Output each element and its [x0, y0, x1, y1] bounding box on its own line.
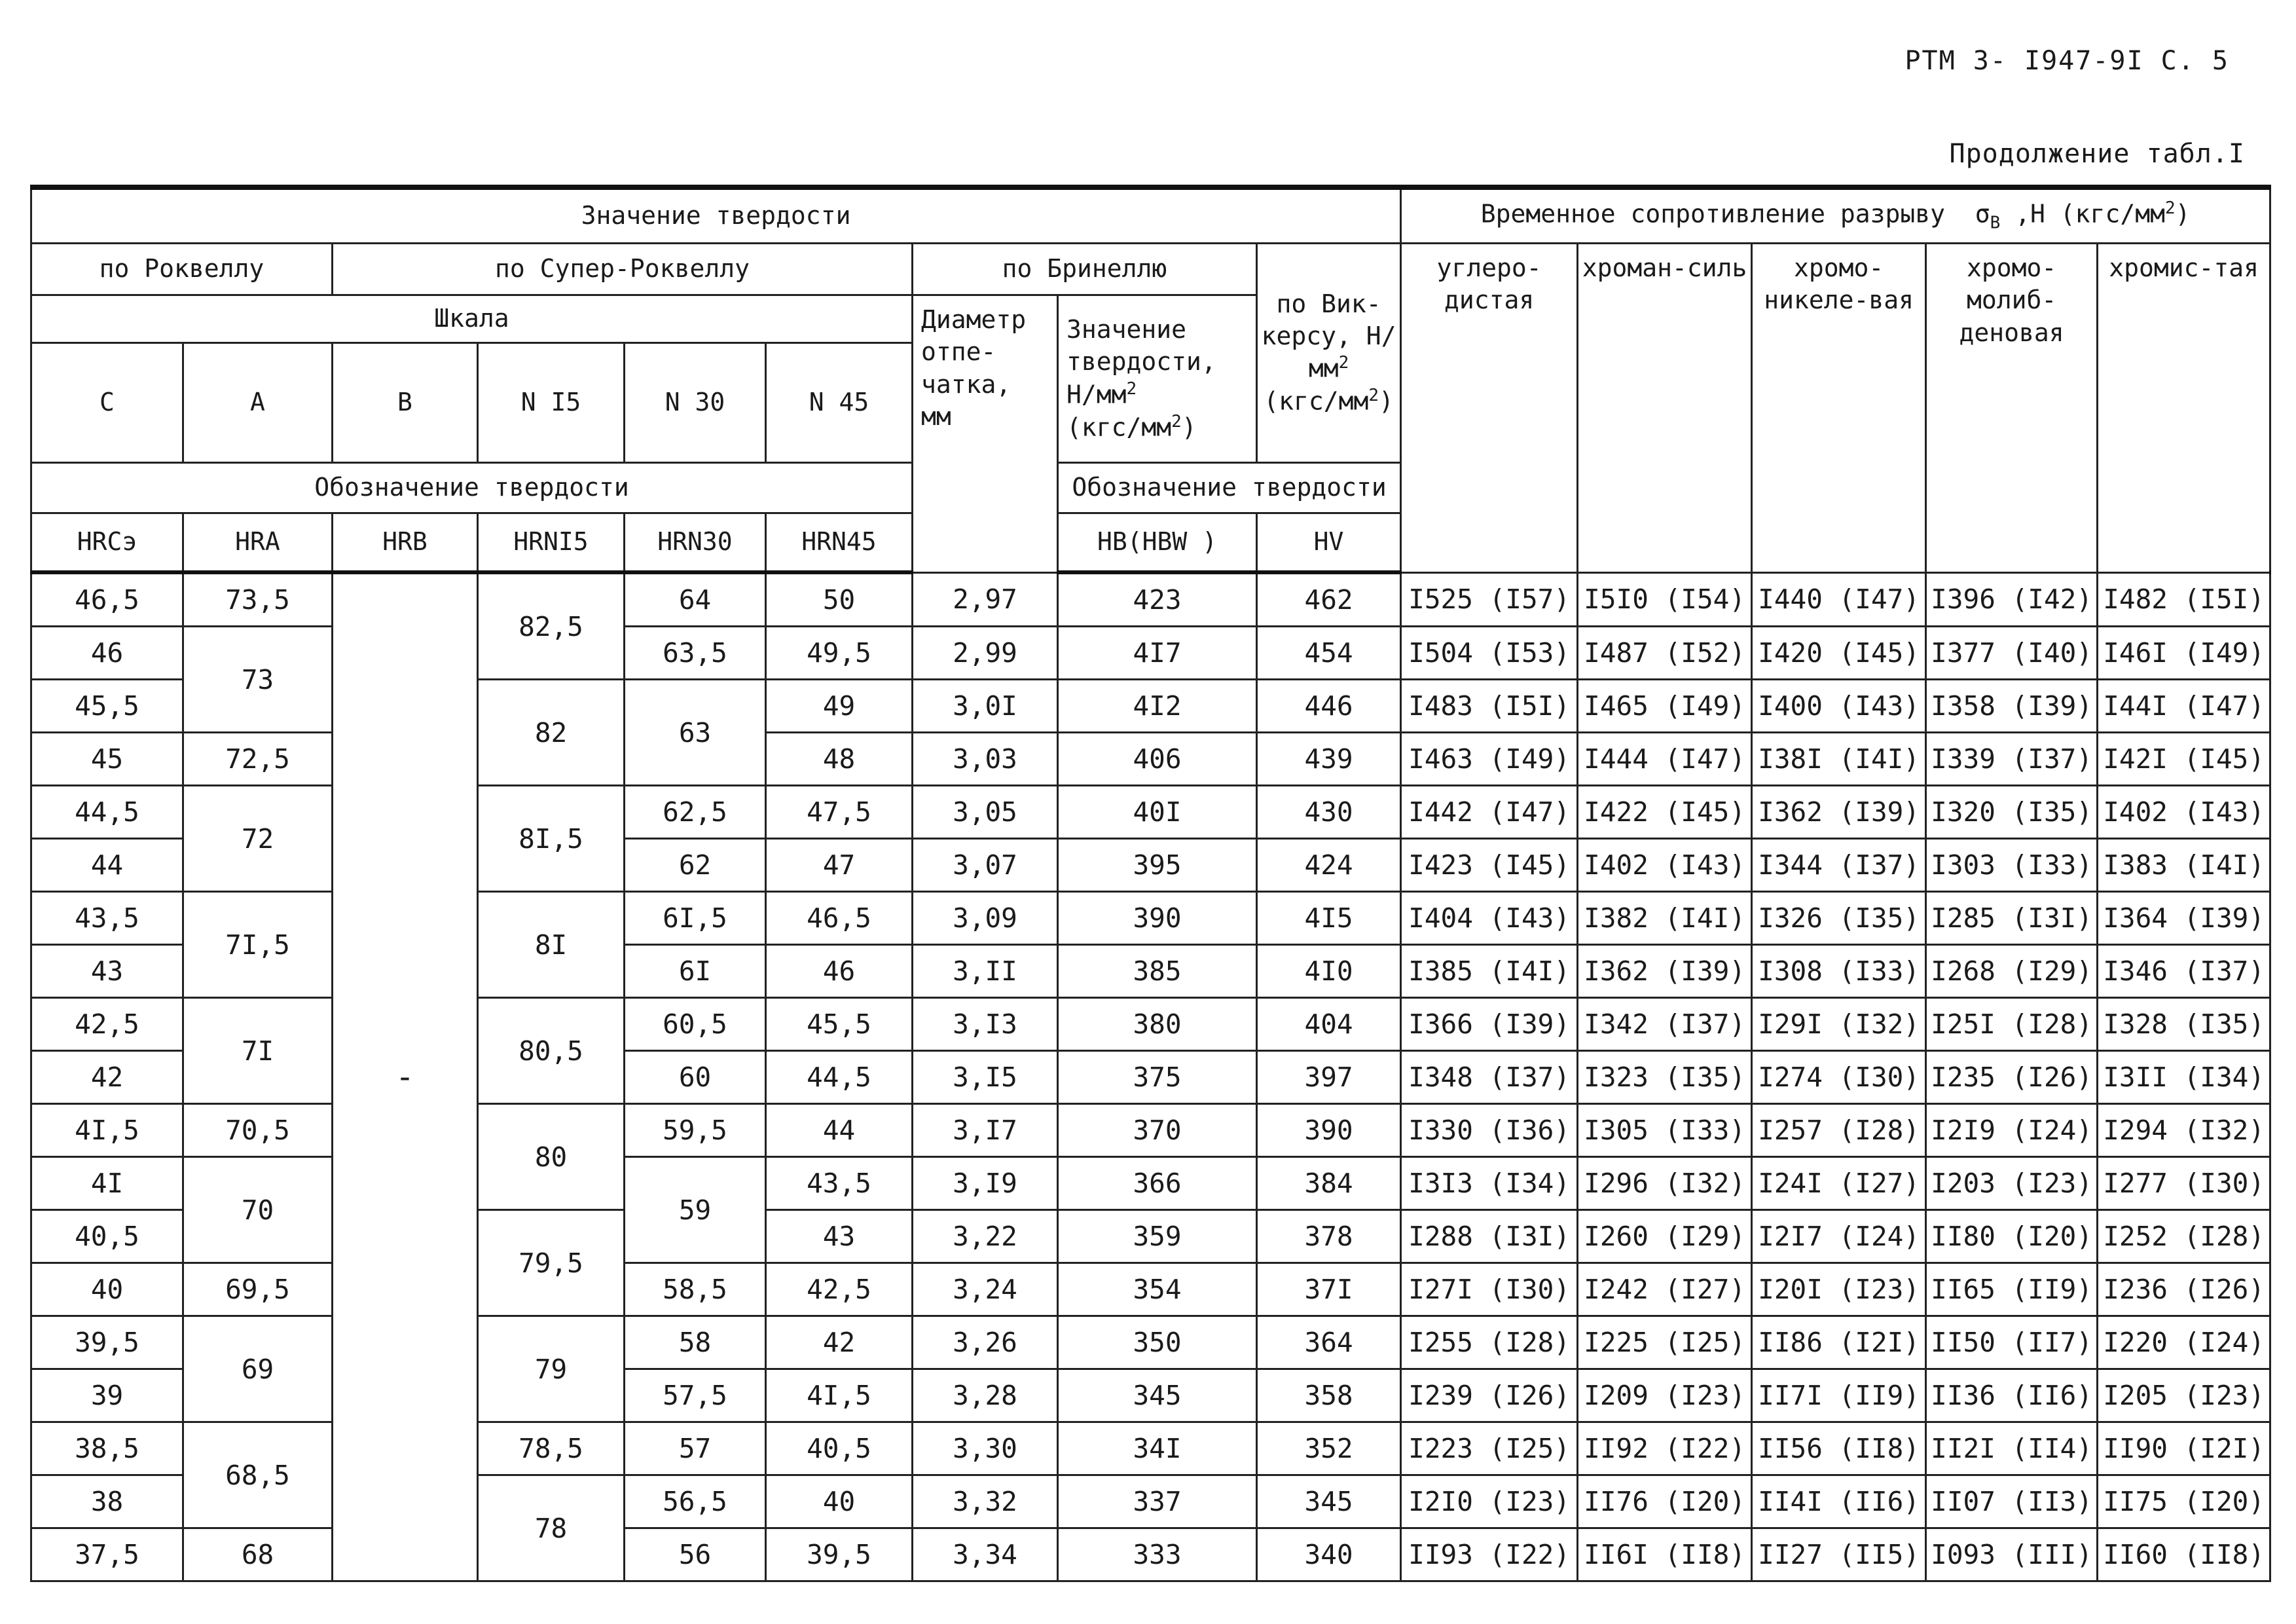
cell-chrome-nickel: I420 (I45) [1752, 627, 1926, 680]
hardness-values-header: Значение твердости [31, 187, 1401, 244]
cell-hrc: 46,5 [31, 572, 183, 627]
cell-hb: 366 [1058, 1157, 1257, 1210]
cell-imprint-diameter: 3,22 [913, 1210, 1058, 1263]
cell-hb: 4I7 [1058, 627, 1257, 680]
cell-hrn45: 43 [766, 1210, 913, 1263]
cell-hrn45: 4I,5 [766, 1369, 913, 1422]
designation-hrn45: HRN45 [766, 513, 913, 573]
cell-chrome-moly: II80 (I20) [1926, 1210, 2098, 1263]
cell-hb: 4I2 [1058, 680, 1257, 733]
cell-chrome-moly: I285 (I3I) [1926, 892, 2098, 945]
cell-hrn30: 63 [625, 680, 766, 786]
cell-chromansil: I296 (I32) [1578, 1157, 1752, 1210]
steel-chrome-moly-header: хромо-молиб-деновая [1926, 244, 2098, 573]
continuation-label: Продолжение табл.I [1949, 139, 2245, 169]
cell-hb: 34I [1058, 1422, 1257, 1475]
cell-chrome-moly: I303 (I33) [1926, 839, 2098, 892]
cell-chromansil: I5I0 (I54) [1578, 572, 1752, 627]
cell-hv: 364 [1257, 1316, 1401, 1369]
cell-hv: 390 [1257, 1104, 1401, 1157]
cell-chrome-nickel: II4I (II6) [1752, 1475, 1926, 1528]
cell-hra: 70,5 [183, 1104, 333, 1157]
cell-chrome-nickel: II7I (II9) [1752, 1369, 1926, 1422]
cell-hrn30: 58 [625, 1316, 766, 1369]
cell-hb: 359 [1058, 1210, 1257, 1263]
cell-hrn30: 6I,5 [625, 892, 766, 945]
cell-hrb: - [333, 572, 478, 1581]
cell-hrn45: 42 [766, 1316, 913, 1369]
cell-chromium: I294 (I32) [2098, 1104, 2270, 1157]
cell-chrome-moly: I339 (I37) [1926, 733, 2098, 786]
cell-chrome-nickel: I308 (I33) [1752, 945, 1926, 998]
cell-carbon: I255 (I28) [1401, 1316, 1578, 1369]
cell-hv: 352 [1257, 1422, 1401, 1475]
cell-chromium: I44I (I47) [2098, 680, 2270, 733]
cell-chrome-nickel: I2I7 (I24) [1752, 1210, 1926, 1263]
cell-hrc: 4I,5 [31, 1104, 183, 1157]
cell-chrome-moly: II65 (II9) [1926, 1263, 2098, 1316]
cell-imprint-diameter: 3,03 [913, 733, 1058, 786]
cell-chromansil: I323 (I35) [1578, 1051, 1752, 1104]
cell-hb: 40I [1058, 786, 1257, 839]
scale-a: А [183, 343, 333, 463]
cell-hv: 4I5 [1257, 892, 1401, 945]
cell-hv: 439 [1257, 733, 1401, 786]
cell-chromium: I220 (I24) [2098, 1316, 2270, 1369]
cell-carbon: I385 (I4I) [1401, 945, 1578, 998]
cell-hrn45: 48 [766, 733, 913, 786]
cell-hb: 337 [1058, 1475, 1257, 1528]
cell-hrc: 40,5 [31, 1210, 183, 1263]
cell-hrn30: 57,5 [625, 1369, 766, 1422]
cell-hb: 375 [1058, 1051, 1257, 1104]
cell-hrn15: 78,5 [478, 1422, 625, 1475]
cell-hv: 378 [1257, 1210, 1401, 1263]
cell-carbon: I288 (I3I) [1401, 1210, 1578, 1263]
cell-hrn45: 49,5 [766, 627, 913, 680]
cell-hv: 345 [1257, 1475, 1401, 1528]
brinell-header: по Бринеллю [913, 244, 1257, 295]
cell-chrome-moly: I320 (I35) [1926, 786, 2098, 839]
cell-chrome-nickel: I257 (I28) [1752, 1104, 1926, 1157]
cell-imprint-diameter: 3,26 [913, 1316, 1058, 1369]
cell-hrn45: 47,5 [766, 786, 913, 839]
cell-carbon: I404 (I43) [1401, 892, 1578, 945]
cell-hrc: 45 [31, 733, 183, 786]
cell-hb: 354 [1058, 1263, 1257, 1316]
cell-chromium: I3II (I34) [2098, 1051, 2270, 1104]
cell-hv: 37I [1257, 1263, 1401, 1316]
cell-chromansil: I402 (I43) [1578, 839, 1752, 892]
cell-hv: 340 [1257, 1528, 1401, 1581]
cell-hrc: 38 [31, 1475, 183, 1528]
cell-hrn45: 43,5 [766, 1157, 913, 1210]
page-header: РТМ 3- I947-9I С. 5 [1904, 46, 2229, 76]
cell-hrn45: 50 [766, 572, 913, 627]
cell-hb: 380 [1058, 998, 1257, 1051]
cell-chromansil: I362 (I39) [1578, 945, 1752, 998]
cell-hrn30: 58,5 [625, 1263, 766, 1316]
cell-chrome-moly: I268 (I29) [1926, 945, 2098, 998]
cell-carbon: I2I0 (I23) [1401, 1475, 1578, 1528]
cell-hra: 70 [183, 1157, 333, 1263]
cell-carbon: I239 (I26) [1401, 1369, 1578, 1422]
cell-carbon: I348 (I37) [1401, 1051, 1578, 1104]
cell-chrome-moly: I396 (I42) [1926, 572, 2098, 627]
cell-hrn45: 49 [766, 680, 913, 733]
cell-chrome-moly: I093 (III) [1926, 1528, 2098, 1581]
cell-hrc: 45,5 [31, 680, 183, 733]
cell-hrn30: 60 [625, 1051, 766, 1104]
cell-chromium: I346 (I37) [2098, 945, 2270, 998]
table-row [31, 572, 2270, 627]
cell-hrn15: 82 [478, 680, 625, 786]
cell-chromansil: II6I (II8) [1578, 1528, 1752, 1581]
cell-hrn45: 47 [766, 839, 913, 892]
cell-hra: 72 [183, 786, 333, 892]
scale-header: Шкала [31, 295, 913, 343]
steel-chromansil-header: хроман-силь [1578, 244, 1752, 573]
cell-chromansil: I465 (I49) [1578, 680, 1752, 733]
scale-n30: N 30 [625, 343, 766, 463]
cell-chromium: I236 (I26) [2098, 1263, 2270, 1316]
cell-carbon: I423 (I45) [1401, 839, 1578, 892]
cell-carbon: I223 (I25) [1401, 1422, 1578, 1475]
cell-chrome-nickel: II56 (II8) [1752, 1422, 1926, 1475]
designation-hrn15: HRNI5 [478, 513, 625, 573]
cell-hb: 395 [1058, 839, 1257, 892]
designation-header: Обозначение твердости [31, 463, 913, 513]
cell-chrome-nickel: I24I (I27) [1752, 1157, 1926, 1210]
cell-chromansil: I422 (I45) [1578, 786, 1752, 839]
scale-n15: N I5 [478, 343, 625, 463]
cell-chromium: I252 (I28) [2098, 1210, 2270, 1263]
cell-chromium: I383 (I4I) [2098, 839, 2270, 892]
cell-hrn30: 6I [625, 945, 766, 998]
cell-chromansil: I444 (I47) [1578, 733, 1752, 786]
cell-hrn15: 79,5 [478, 1210, 625, 1316]
cell-hrn15: 82,5 [478, 572, 625, 680]
cell-hrn15: 80 [478, 1104, 625, 1210]
cell-hv: 462 [1257, 572, 1401, 627]
cell-hrc: 44 [31, 839, 183, 892]
cell-hrc: 37,5 [31, 1528, 183, 1581]
cell-chrome-nickel: I362 (I39) [1752, 786, 1926, 839]
cell-hrn45: 40 [766, 1475, 913, 1528]
cell-chrome-nickel: I274 (I30) [1752, 1051, 1926, 1104]
cell-hrn30: 59,5 [625, 1104, 766, 1157]
cell-chrome-moly: II07 (II3) [1926, 1475, 2098, 1528]
cell-hrn45: 40,5 [766, 1422, 913, 1475]
cell-imprint-diameter: 3,09 [913, 892, 1058, 945]
cell-imprint-diameter: 3,07 [913, 839, 1058, 892]
cell-chrome-nickel: I20I (I23) [1752, 1263, 1926, 1316]
cell-hrn30: 64 [625, 572, 766, 627]
designation-hrn30: HRN30 [625, 513, 766, 573]
steel-chromium-header: хромис-тая [2098, 244, 2270, 573]
cell-hra: 68,5 [183, 1422, 333, 1528]
brinell-value-header: Значение твердости, $Н/мм^2$ $(кгс/мм^2)$ [1058, 295, 1257, 463]
cell-chrome-nickel: II86 (I2I) [1752, 1316, 1926, 1369]
cell-chromium: I205 (I23) [2098, 1369, 2270, 1422]
cell-hrn30: 57 [625, 1422, 766, 1475]
cell-carbon: I366 (I39) [1401, 998, 1578, 1051]
designation-hrb: HRB [333, 513, 478, 573]
cell-imprint-diameter: 3,28 [913, 1369, 1058, 1422]
cell-chromium: I277 (I30) [2098, 1157, 2270, 1210]
cell-carbon: I3I3 (I34) [1401, 1157, 1578, 1210]
cell-hrc: 42,5 [31, 998, 183, 1051]
cell-carbon: I483 (I5I) [1401, 680, 1578, 733]
cell-chrome-nickel: I400 (I43) [1752, 680, 1926, 733]
cell-hb: 406 [1058, 733, 1257, 786]
cell-hrc: 40 [31, 1263, 183, 1316]
cell-hrc: 39,5 [31, 1316, 183, 1369]
cell-imprint-diameter: 3,0I [913, 680, 1058, 733]
cell-hrn45: 44,5 [766, 1051, 913, 1104]
cell-chromium: I364 (I39) [2098, 892, 2270, 945]
cell-carbon: II93 (I22) [1401, 1528, 1578, 1581]
cell-hrc: 38,5 [31, 1422, 183, 1475]
cell-chrome-moly: I377 (I40) [1926, 627, 2098, 680]
cell-carbon: I442 (I47) [1401, 786, 1578, 839]
cell-chromium: I46I (I49) [2098, 627, 2270, 680]
cell-hb: 423 [1058, 572, 1257, 627]
cell-chrome-nickel: I344 (I37) [1752, 839, 1926, 892]
cell-chrome-moly: I358 (I39) [1926, 680, 2098, 733]
cell-imprint-diameter: 2,97 [913, 572, 1058, 627]
cell-chromium: I482 (I5I) [2098, 572, 2270, 627]
cell-imprint-diameter: 3,30 [913, 1422, 1058, 1475]
cell-hv: 430 [1257, 786, 1401, 839]
cell-imprint-diameter: 3,05 [913, 786, 1058, 839]
scale-c: С [31, 343, 183, 463]
cell-hb: 333 [1058, 1528, 1257, 1581]
cell-carbon: I525 (I57) [1401, 572, 1578, 627]
cell-chromansil: I382 (I4I) [1578, 892, 1752, 945]
cell-hrn30: 56,5 [625, 1475, 766, 1528]
rockwell-header: по Роквеллу [31, 244, 333, 295]
cell-chromium: II90 (I2I) [2098, 1422, 2270, 1475]
cell-hrn30: 62,5 [625, 786, 766, 839]
cell-hra: 72,5 [183, 733, 333, 786]
cell-hrn45: 45,5 [766, 998, 913, 1051]
cell-hb: 345 [1058, 1369, 1257, 1422]
cell-hrn15: 78 [478, 1475, 625, 1581]
cell-chromansil: I209 (I23) [1578, 1369, 1752, 1422]
scale-n45: N 45 [766, 343, 913, 463]
cell-hb: 385 [1058, 945, 1257, 998]
designation-hra: HRA [183, 513, 333, 573]
cell-hrn45: 46 [766, 945, 913, 998]
cell-chromansil: I225 (I25) [1578, 1316, 1752, 1369]
cell-hb: 370 [1058, 1104, 1257, 1157]
cell-hrn45: 42,5 [766, 1263, 913, 1316]
cell-chrome-moly: I2I9 (I24) [1926, 1104, 2098, 1157]
cell-chromansil: I487 (I52) [1578, 627, 1752, 680]
cell-hra: 73 [183, 627, 333, 733]
cell-chromansil: I242 (I27) [1578, 1263, 1752, 1316]
cell-hra: 73,5 [183, 572, 333, 627]
cell-imprint-diameter: 3,24 [913, 1263, 1058, 1316]
cell-hrc: 42 [31, 1051, 183, 1104]
cell-chrome-moly: I235 (I26) [1926, 1051, 2098, 1104]
cell-imprint-diameter: 3,II [913, 945, 1058, 998]
cell-chromansil: I260 (I29) [1578, 1210, 1752, 1263]
cell-imprint-diameter: 3,34 [913, 1528, 1058, 1581]
cell-imprint-diameter: 2,99 [913, 627, 1058, 680]
steel-chrome-nickel-header: хромо-никеле-вая [1752, 244, 1926, 573]
cell-hra: 7I [183, 998, 333, 1104]
cell-hrn30: 56 [625, 1528, 766, 1581]
cell-imprint-diameter: 3,I5 [913, 1051, 1058, 1104]
cell-hrc: 43 [31, 945, 183, 998]
cell-hrc: 43,5 [31, 892, 183, 945]
cell-hrn30: 63,5 [625, 627, 766, 680]
designation-hb: НВ(НВW ) [1058, 513, 1257, 573]
cell-hv: 397 [1257, 1051, 1401, 1104]
cell-carbon: I27I (I30) [1401, 1263, 1578, 1316]
cell-hrn15: 8I,5 [478, 786, 625, 892]
cell-imprint-diameter: 3,I3 [913, 998, 1058, 1051]
cell-chromansil: I305 (I33) [1578, 1104, 1752, 1157]
cell-hra: 69 [183, 1316, 333, 1422]
cell-chrome-nickel: I440 (I47) [1752, 572, 1926, 627]
cell-chrome-moly: II36 (II6) [1926, 1369, 2098, 1422]
cell-hrn45: 44 [766, 1104, 913, 1157]
tensile-strength-header: Временное сопротивление разрыву $\sigma_В$ ,Н $(кгс/мм^2)$ [1401, 187, 2270, 244]
cell-chrome-moly: II2I (II4) [1926, 1422, 2098, 1475]
imprint-diameter-header: Диаметр отпе-чатка, мм [913, 295, 1058, 573]
scale-b: В [333, 343, 478, 463]
cell-chrome-nickel: I29I (I32) [1752, 998, 1926, 1051]
cell-hrn15: 79 [478, 1316, 625, 1422]
cell-chromium: II60 (II8) [2098, 1528, 2270, 1581]
cell-imprint-diameter: 3,32 [913, 1475, 1058, 1528]
table-body [31, 572, 2270, 1581]
cell-hrn15: 8I [478, 892, 625, 998]
cell-imprint-diameter: 3,I7 [913, 1104, 1058, 1157]
cell-imprint-diameter: 3,I9 [913, 1157, 1058, 1210]
cell-chrome-moly: I25I (I28) [1926, 998, 2098, 1051]
cell-hra: 7I,5 [183, 892, 333, 998]
cell-chromium: I328 (I35) [2098, 998, 2270, 1051]
cell-chrome-nickel: I38I (I4I) [1752, 733, 1926, 786]
cell-hv: 404 [1257, 998, 1401, 1051]
cell-carbon: I504 (I53) [1401, 627, 1578, 680]
steel-carbon-header: углеро-дистая [1401, 244, 1578, 573]
hardness-table [30, 185, 2271, 1582]
cell-hv: 358 [1257, 1369, 1401, 1422]
cell-chrome-nickel: I326 (I35) [1752, 892, 1926, 945]
cell-hv: 384 [1257, 1157, 1401, 1210]
cell-chromium: I402 (I43) [2098, 786, 2270, 839]
cell-hrn30: 59 [625, 1157, 766, 1263]
cell-hv: 424 [1257, 839, 1401, 892]
brinell-designation-header: Обозначение твердости [1058, 463, 1401, 513]
cell-hrc: 39 [31, 1369, 183, 1422]
cell-hrn15: 80,5 [478, 998, 625, 1104]
cell-hrn30: 60,5 [625, 998, 766, 1051]
cell-hv: 4I0 [1257, 945, 1401, 998]
cell-chromansil: II76 (I20) [1578, 1475, 1752, 1528]
super-rockwell-header: по Супер-Роквеллу [333, 244, 913, 295]
cell-hb: 390 [1058, 892, 1257, 945]
cell-chromium: II75 (I20) [2098, 1475, 2270, 1528]
cell-hra: 68 [183, 1528, 333, 1581]
cell-hrc: 46 [31, 627, 183, 680]
cell-hra: 69,5 [183, 1263, 333, 1316]
cell-hrc: 44,5 [31, 786, 183, 839]
cell-chromansil: I342 (I37) [1578, 998, 1752, 1051]
cell-chromansil: II92 (I22) [1578, 1422, 1752, 1475]
cell-hv: 446 [1257, 680, 1401, 733]
cell-hrn45: 39,5 [766, 1528, 913, 1581]
cell-carbon: I463 (I49) [1401, 733, 1578, 786]
cell-hb: 350 [1058, 1316, 1257, 1369]
cell-chrome-moly: II50 (II7) [1926, 1316, 2098, 1369]
vickers-header: по Вик-керсу, $Н/мм^2$ $(кгс/мм^2)$ [1257, 244, 1401, 463]
cell-hv: 454 [1257, 627, 1401, 680]
cell-hrn30: 62 [625, 839, 766, 892]
cell-carbon: I330 (I36) [1401, 1104, 1578, 1157]
designation-hv: НV [1257, 513, 1401, 573]
cell-hrn45: 46,5 [766, 892, 913, 945]
cell-chromium: I42I (I45) [2098, 733, 2270, 786]
cell-chrome-nickel: II27 (II5) [1752, 1528, 1926, 1581]
cell-hrc: 4I [31, 1157, 183, 1210]
designation-hrc: HRCэ [31, 513, 183, 573]
cell-chrome-moly: I203 (I23) [1926, 1157, 2098, 1210]
